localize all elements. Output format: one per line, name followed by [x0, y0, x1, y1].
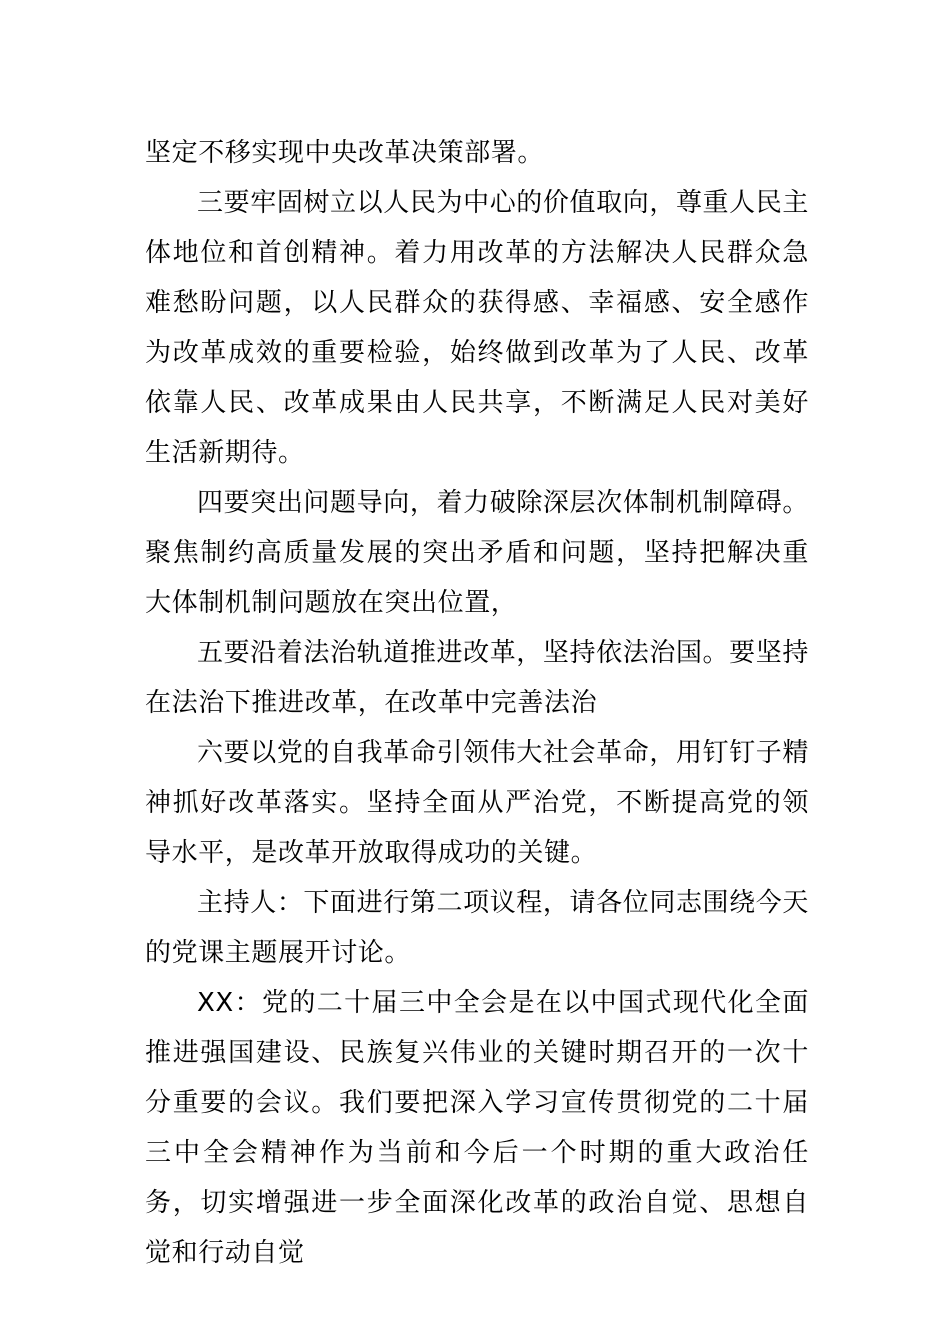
- paragraph-point-four: 四要突出问题导向，着力破除深层次体制机制障碍。聚焦制约高质量发展的突出矛盾和问题，坚持把解决重大体制机制问题放在突出位置，: [145, 488, 809, 618]
- paragraph-speaker-xx: XX：党的二十届三中全会是在以中国式现代化全面推进强国建设、民族复兴伟业的关键时期召开的一次十分重要的会议。我们要把深入学习宣传贯彻党的二十届三中全会精神作为当前和今后一个时期的重大政治任务，切实增强进一步全面深化改革的政治自觉、思想自觉和行动自觉: [145, 988, 809, 1268]
- paragraph-point-three: 三要牢固树立以人民为中心的价值取向，尊重人民主体地位和首创精神。着力用改革的方法解决人民群众急难愁盼问题，以人民群众的获得感、幸福感、安全感作为改革成效的重要检验，始终做到改革为了人民、改革依靠人民、改革成果由人民共享，不断满足人民对美好生活新期待。: [145, 188, 809, 468]
- paragraph-point-six: 六要以党的自我革命引领伟大社会革命，用钉钉子精神抓好改革落实。坚持全面从严治党，不断提高党的领导水平，是改革开放取得成功的关键。: [145, 738, 809, 868]
- paragraph-continuation: 坚定不移实现中央改革决策部署。: [145, 138, 545, 168]
- document-body: [145, 128, 809, 1278]
- paragraph-host-remarks: 主持人：下面进行第二项议程，请各位同志围绕今天的党课主题展开讨论。: [145, 888, 809, 968]
- paragraph-point-five: 五要沿着法治轨道推进改革，坚持依法治国。要坚持在法治下推进改革，在改革中完善法治: [145, 638, 809, 718]
